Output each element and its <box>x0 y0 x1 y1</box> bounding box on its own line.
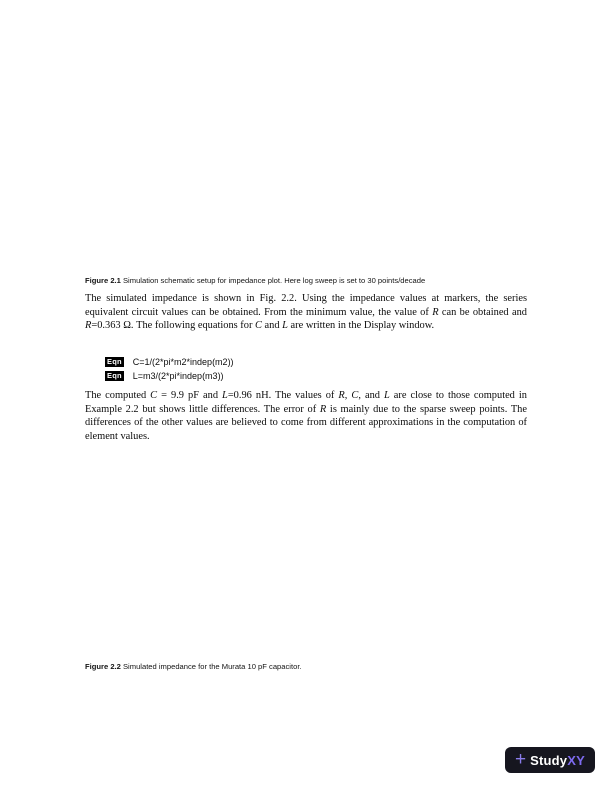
equation-row-1 <box>105 355 234 369</box>
figure-2-2-caption <box>85 662 535 672</box>
figure-2-1-caption <box>85 276 535 286</box>
body-paragraph-1: The simulated impedance is shown in Fig. 2.2. Using the impedance values at markers, the series equivalent circuit values can be obtained. From the minimum value, the value of R can be obtained and R=0.363 Ω. The following equations for C and L are written in the Display window. <box>85 293 527 331</box>
studyxy-logo-badge <box>505 747 595 773</box>
equation-row-2 <box>105 369 234 383</box>
brand-wordmark <box>530 754 585 767</box>
figure-2-1-label: Figure 2.1 <box>85 276 121 285</box>
equation-expression-1: C=1/(2*pi*m2*indep(m2)) <box>132 357 234 367</box>
equations-block <box>105 355 234 383</box>
eqn-badge-icon: Eqn <box>107 357 122 366</box>
equation-expression-2: L=m3/(2*pi*indep(m3)) <box>132 371 224 381</box>
brand-name-accent: XY <box>567 752 585 768</box>
body-paragraph-2: The computed C = 9.9 pF and L=0.96 nH. The values of R, C, and L are close to those computed in Example 2.2 but shows little differences. The error of R is mainly due to the sparse sweep points. The differences of the other values are believed to come from different approximations in the computation of element values. <box>85 390 527 442</box>
brand-name-primary: Study <box>530 752 568 768</box>
plus-icon: + <box>515 748 527 770</box>
figure-2-2-caption-text: Simulated impedance for the Murata 10 pF capacitor. <box>120 662 302 671</box>
figure-2-2-label: Figure 2.2 <box>85 662 121 671</box>
figure-2-1-caption-text: Simulation schematic setup for impedance plot. Here log sweep is set to 30 points/decade <box>120 276 426 285</box>
eqn-badge-icon: Eqn <box>107 371 122 380</box>
